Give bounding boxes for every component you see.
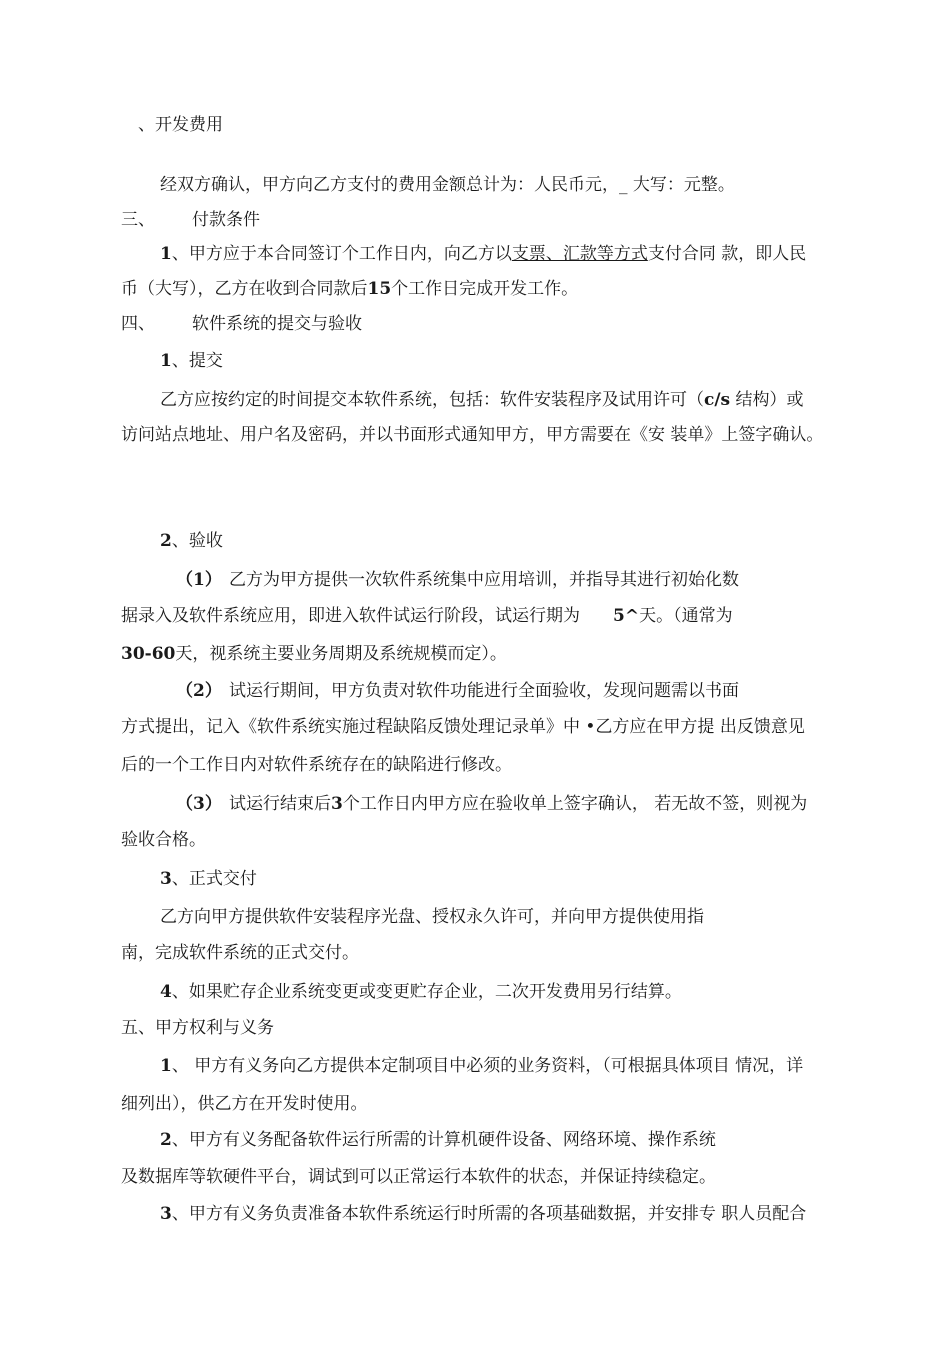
accept-item-1-line-2 — [121, 605, 733, 627]
item-number: 3 — [160, 869, 172, 889]
item-number: 1 — [160, 351, 172, 371]
text-run: 、验收 — [171, 531, 223, 551]
dev-fee-text: 经双方确认，甲方向乙方支付的费用金额总计为：人民币元，_ 大写：元整。 — [160, 175, 735, 195]
party-a-item-3-line-1 — [160, 1203, 806, 1225]
text-run: 试运行结束后 — [229, 794, 331, 814]
code-text: c/s — [704, 390, 731, 410]
section-number-payment: 三、 — [121, 210, 155, 230]
text-run: 、提交 — [171, 351, 223, 371]
payment-item-1-line-2 — [121, 278, 578, 300]
number: 5^ — [613, 606, 640, 626]
number: 15 — [367, 279, 392, 299]
text-run: 支付合同 款，即人民 — [647, 244, 807, 264]
underlined-text: 支票、汇款等方式 — [511, 244, 648, 264]
party-a-item-1-line-1 — [160, 1055, 803, 1077]
text-run: 、甲方有义务配备软件运行所需的计算机硬件设备、网络环境、操作系统 — [171, 1130, 716, 1150]
section-title-payment: 付款条件 — [192, 210, 260, 230]
section-heading-party-a: 五、甲方权利与义务 — [121, 1018, 274, 1038]
subheading-formal-delivery — [160, 868, 257, 890]
item-number: 1 — [160, 1056, 172, 1076]
accept-item-1-label: （1） — [176, 570, 222, 590]
item-number: 2 — [160, 531, 172, 551]
accept-item-1-line-1: 乙方为甲方提供一次软件系统集中应用培训，并指导其进行初始化数 — [229, 570, 739, 590]
party-a-item-1-line-2: 细列出），供乙方在开发时使用。 — [121, 1094, 368, 1114]
accept-item-3-line-1 — [229, 793, 807, 815]
text-run: 、正式交付 — [171, 869, 257, 889]
item-number: 4 — [160, 982, 172, 1002]
formal-delivery-line-1: 乙方向甲方提供软件安装程序光盘、授权永久许可，并向甲方提供使用指 — [160, 907, 704, 927]
formal-delivery-line-2: 南，完成软件系统的正式交付。 — [121, 943, 359, 963]
text-run: 个工作日内甲方应在验收单上签字确认， 若无故不签，则视为 — [342, 794, 808, 814]
text-run: 乙方应按约定的时间提交本软件系统，包括：软件安装程序及试用许可（ — [160, 390, 704, 410]
item-number: 1 — [160, 244, 172, 264]
text-run: 、甲方有义务负责准备本软件系统运行时所需的各项基础数据，并安排专 职人员配合 — [171, 1204, 807, 1224]
section-number-delivery: 四、 — [121, 314, 155, 334]
item-number: 2 — [160, 1130, 172, 1150]
text-run: 、 甲方有义务向乙方提供本定制项目中必须的业务资料，（可根据具体项目 情况，详 — [171, 1056, 804, 1076]
accept-item-2-label: （2） — [176, 681, 222, 701]
item-number: 3 — [160, 1204, 172, 1224]
accept-item-2-line-1: 试运行期间，甲方负责对软件功能进行全面验收，发现问题需以书面 — [229, 681, 739, 701]
accept-item-2-line-3: 后的一个工作日内对软件系统存在的缺陷进行修改。 — [121, 755, 512, 775]
text-run: 结构）或 — [730, 390, 804, 410]
number: 3 — [331, 794, 343, 814]
accept-item-2-line-2: 方式提出，记入《软件系统实施过程缺陷反馈处理记录单》中 •乙方应在甲方提 出反馈意见 — [121, 717, 805, 737]
item-4-secondary-dev-fee — [160, 981, 682, 1003]
text-run: 个工作日完成开发工作。 — [391, 279, 579, 299]
text-run: 币（大写），乙方在收到合同款后 — [121, 279, 368, 299]
accept-item-1-line-3 — [121, 643, 507, 665]
text-run: 据录入及软件系统应用，即进入软件试运行阶段，试运行期为 — [121, 606, 580, 626]
section-title-delivery: 软件系统的提交与验收 — [192, 314, 362, 334]
subheading-submit — [160, 350, 223, 372]
payment-item-1-line-1 — [160, 243, 806, 265]
text-run: 、如果贮存企业系统变更或变更贮存企业，二次开发费用另行结算。 — [171, 982, 682, 1002]
party-a-item-2-line-1 — [160, 1129, 716, 1151]
section-heading-dev-fee: 、开发费用 — [138, 115, 223, 135]
accept-item-3-label: （3） — [176, 794, 222, 814]
accept-item-3-line-2: 验收合格。 — [121, 830, 206, 850]
text-run: 天，视系统主要业务周期及系统规模而定）。 — [175, 644, 507, 664]
text-run: 天。（通常为 — [639, 606, 733, 626]
submit-line-1 — [160, 389, 804, 411]
party-a-item-2-line-2: 及数据库等软硬件平台，调试到可以正常运行本软件的状态，并保证持续稳定。 — [121, 1167, 716, 1187]
number: 30-60 — [121, 644, 176, 664]
subheading-accept — [160, 530, 223, 552]
text-run: 、甲方应于本合同签订个工作日内，向乙方以 — [171, 244, 512, 264]
submit-line-2: 访问站点地址、用户名及密码，并以书面形式通知甲方，甲方需要在《安 装单》上签字确认。 — [121, 425, 824, 445]
